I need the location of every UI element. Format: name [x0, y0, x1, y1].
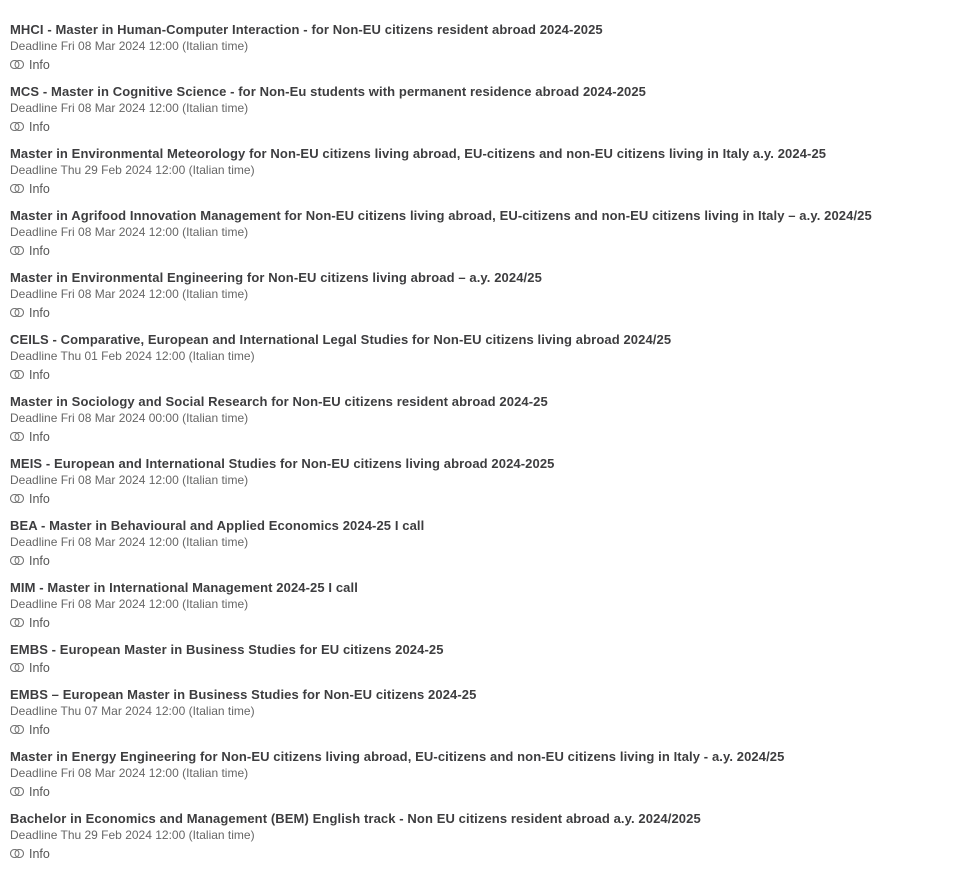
program-title: Master in Energy Engineering for Non-EU citizens living abroad, EU-citizens and non-EU citizens living in Italy - a.y. 2024/25	[10, 749, 785, 764]
link-icon	[10, 184, 24, 193]
info-link-label: Info	[29, 120, 50, 134]
program-entry	[10, 393, 965, 447]
info-link-label: Info	[29, 616, 50, 630]
program-entry	[10, 21, 965, 75]
link-icon	[10, 122, 24, 131]
program-entry	[10, 579, 965, 633]
program-deadline: Deadline Fri 08 Mar 2024 12:00 (Italian time)	[10, 101, 249, 115]
info-link-label: Info	[29, 58, 50, 72]
link-icon	[10, 60, 24, 69]
program-title: CEILS - Comparative, European and International Legal Studies for Non-EU citizens living abroad 2024/25	[10, 332, 672, 347]
program-title: Master in Agrifood Innovation Management for Non-EU citizens living abroad, EU-citizens and non-EU citizens living in Italy – a.y. 2024/25	[10, 208, 872, 223]
link-icon	[10, 308, 24, 317]
program-deadline: Deadline Fri 08 Mar 2024 12:00 (Italian time)	[10, 535, 249, 549]
program-title: Bachelor in Economics and Management (BEM) English track - Non EU citizens resident abroad a.y. 2024/2025	[10, 811, 701, 826]
program-deadline: Deadline Fri 08 Mar 2024 12:00 (Italian time)	[10, 39, 249, 53]
program-title: Master in Environmental Meteorology for Non-EU citizens living abroad, EU-citizens and non-EU citizens living in Italy a.y. 2024-25	[10, 146, 827, 161]
info-link-label: Info	[29, 492, 50, 506]
link-icon	[10, 556, 24, 565]
program-entry	[10, 455, 965, 509]
program-title: EMBS - European Master in Business Studies for EU citizens 2024-25	[10, 642, 444, 657]
program-deadline: Deadline Thu 01 Feb 2024 12:00 (Italian time)	[10, 349, 255, 363]
program-entry	[10, 686, 965, 740]
info-link[interactable]	[10, 844, 50, 864]
info-link[interactable]	[10, 365, 50, 385]
program-deadline: Deadline Fri 08 Mar 2024 00:00 (Italian time)	[10, 411, 249, 425]
info-link-label: Info	[29, 847, 50, 861]
program-entry	[10, 517, 965, 571]
info-link[interactable]	[10, 427, 50, 447]
info-link-label: Info	[29, 723, 50, 737]
link-icon	[10, 246, 24, 255]
info-link-label: Info	[29, 244, 50, 258]
program-deadline: Deadline Fri 08 Mar 2024 12:00 (Italian time)	[10, 225, 249, 239]
link-icon	[10, 494, 24, 503]
info-link-label: Info	[29, 182, 50, 196]
info-link-label: Info	[29, 785, 50, 799]
program-entry	[10, 83, 965, 137]
link-icon	[10, 849, 24, 858]
info-link[interactable]	[10, 551, 50, 571]
program-entry	[10, 331, 965, 385]
info-link-label: Info	[29, 430, 50, 444]
link-icon	[10, 787, 24, 796]
program-deadline: Deadline Thu 07 Mar 2024 12:00 (Italian time)	[10, 704, 255, 718]
program-title: MCS - Master in Cognitive Science - for Non-Eu students with permanent residence abroad 2024-2025	[10, 84, 647, 99]
info-link[interactable]	[10, 658, 50, 678]
program-entry	[10, 748, 965, 802]
program-title: MIM - Master in International Management 2024-25 I call	[10, 580, 358, 595]
program-deadline: Deadline Thu 29 Feb 2024 12:00 (Italian time)	[10, 163, 255, 177]
link-icon	[10, 663, 24, 672]
info-link[interactable]	[10, 241, 50, 261]
program-entry	[10, 207, 965, 261]
info-link[interactable]	[10, 613, 50, 633]
program-entry	[10, 269, 965, 323]
info-link-label: Info	[29, 661, 50, 675]
program-deadline: Deadline Fri 08 Mar 2024 12:00 (Italian time)	[10, 287, 249, 301]
link-icon	[10, 725, 24, 734]
link-icon	[10, 432, 24, 441]
program-title: Master in Sociology and Social Research for Non-EU citizens resident abroad 2024-25	[10, 394, 548, 409]
program-title: EMBS – European Master in Business Studies for Non-EU citizens 2024-25	[10, 687, 477, 702]
info-link[interactable]	[10, 720, 50, 740]
link-icon	[10, 618, 24, 627]
info-link-label: Info	[29, 554, 50, 568]
program-title: BEA - Master in Behavioural and Applied Economics 2024-25 I call	[10, 518, 425, 533]
program-entry	[10, 145, 965, 199]
info-link-label: Info	[29, 368, 50, 382]
info-link[interactable]	[10, 489, 50, 509]
program-title: Master in Environmental Engineering for Non-EU citizens living abroad – a.y. 2024/25	[10, 270, 542, 285]
info-link[interactable]	[10, 117, 50, 137]
info-link-label: Info	[29, 306, 50, 320]
info-link[interactable]	[10, 179, 50, 199]
program-entry	[10, 810, 965, 864]
program-deadline: Deadline Fri 08 Mar 2024 12:00 (Italian time)	[10, 473, 249, 487]
link-icon	[10, 370, 24, 379]
program-deadline: Deadline Thu 29 Feb 2024 12:00 (Italian time)	[10, 828, 255, 842]
info-link[interactable]	[10, 782, 50, 802]
program-deadline: Deadline Fri 08 Mar 2024 12:00 (Italian time)	[10, 766, 249, 780]
program-entry	[10, 641, 965, 678]
program-title: MEIS - European and International Studies for Non-EU citizens living abroad 2024-2025	[10, 456, 555, 471]
info-link[interactable]	[10, 55, 50, 75]
info-link[interactable]	[10, 303, 50, 323]
program-deadline: Deadline Fri 08 Mar 2024 12:00 (Italian time)	[10, 597, 249, 611]
program-title: MHCI - Master in Human-Computer Interaction - for Non-EU citizens resident abroad 2024-2025	[10, 22, 603, 37]
